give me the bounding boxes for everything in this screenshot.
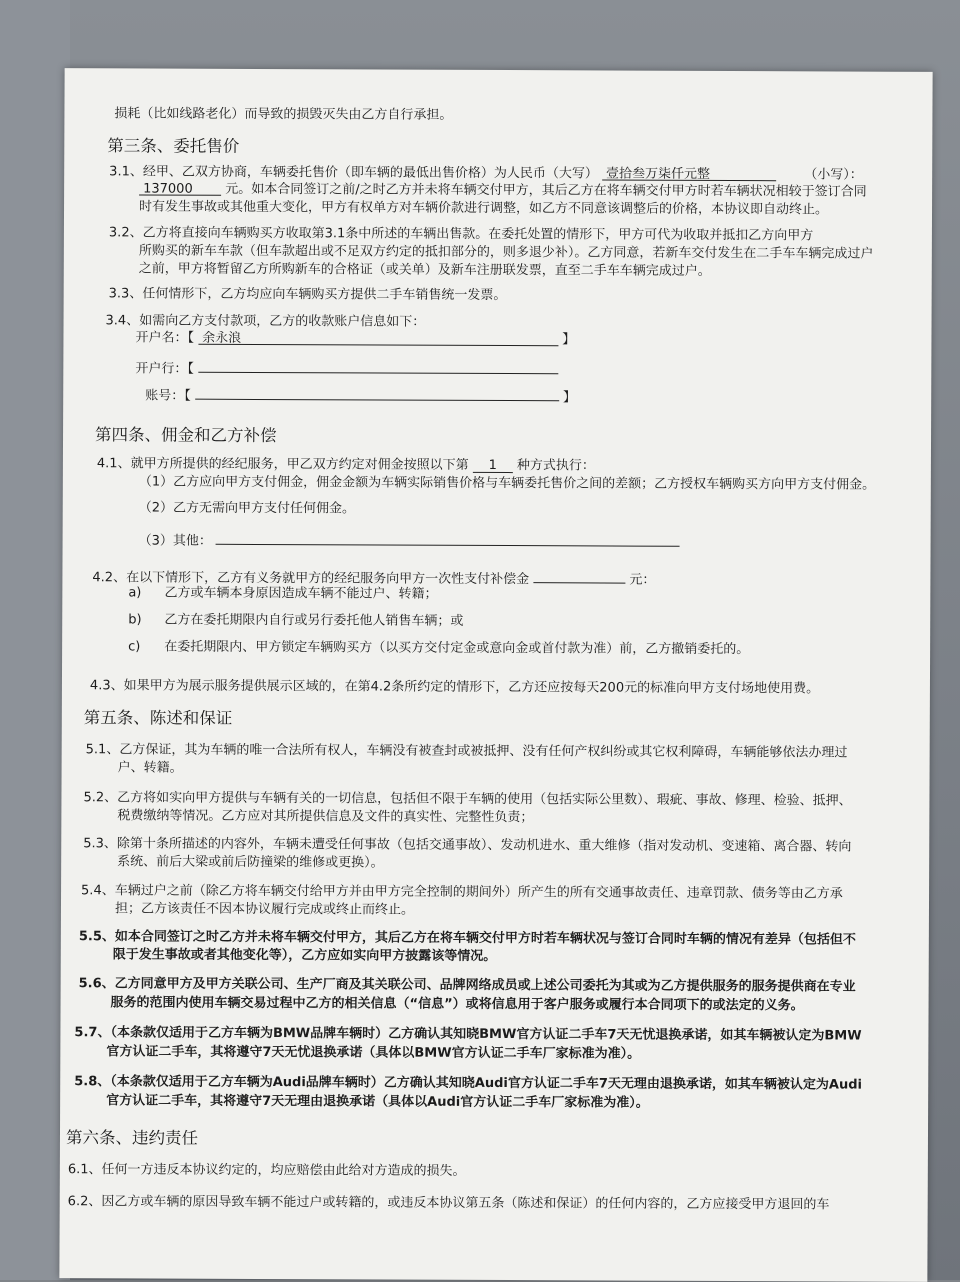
carryover-line: 损耗（比如线路老化）而导致的损毁灭失由乙方自行承担。 (114, 106, 453, 123)
clause-4-2-item-b (128, 612, 463, 629)
clause-5-3-line-2: 系统、前后大梁或前后防撞梁的维修或更换）。 (117, 854, 384, 871)
account-number-label: 账号：【 (145, 388, 191, 404)
price-in-words: 壹拾叁万柒仟元整 (602, 166, 776, 181)
clause-5-8-line-1: 5.8、（本条款仅适用于乙方车辆为Audi品牌车辆时）乙方确认其知晓Audi官方认证二手车7天无理由退换承诺，如其车辆被认定为Audi (74, 1074, 863, 1093)
clause-3-1-line-3: 时有发生事故或其他重大变化，甲方有权单方对车辆价款进行调整，如乙方不同意该调整后的价格，本协议即自动终止。 (139, 199, 829, 218)
compensation-amount-field (533, 568, 625, 583)
contract-page (59, 68, 932, 1282)
clause-5-1-line-2: 户、转籍。 (117, 760, 183, 776)
clause-4-2-unit: 元： (629, 572, 656, 588)
clause-4-1-text-a: 4.1、就甲方所提供的经纪服务，甲乙双方约定对佣金按照以下第 (96, 456, 469, 473)
clause-5-2-line-1: 5.2、乙方将如实向甲方提供与车辆有关的一切信息，包括但不限于车辆的使用（包括实际公里数）、瑕疵、事故、修理、检验、抵押、 (83, 790, 852, 809)
item-mark: a) (128, 585, 142, 601)
bracket-close-3: 】 (562, 390, 577, 406)
account-name-label: 开户名：【 (135, 330, 195, 346)
clause-5-8-line-2: 官方认证二手车，其将遵守7天无理由退换承诺（具体以Audi官方认证二手车厂家标准为准）。 (106, 1093, 649, 1111)
item-text: 乙方在委托期限内自行或另行委托他人销售车辆；或 (164, 612, 464, 629)
clause-5-3-line-1: 5.3、除第十条所描述的内容外，车辆未遭受任何事故（包括交通事故）、发动机进水、重大维修（指对发动机、变速箱、离合器、转向 (83, 836, 852, 855)
clause-5-5-line-1: 5.5、如本合同签订之时乙方并未将车辆交付甲方，其后乙方在将车辆交付甲方时若车辆状况与签订合同时车辆的情况有差异（包括但不 (78, 929, 856, 948)
section-3-heading: 第三条、委托售价 (107, 136, 240, 156)
clause-4-2-item-c (128, 639, 749, 658)
clause-5-5-line-2: 限于发生事故或者其他变化等），乙方应如实向甲方披露该等情况。 (112, 947, 497, 965)
clause-5-2-line-2: 税费缴纳等情况。乙方应对其所提供信息及文件的真实性、完整性负责； (117, 808, 534, 826)
clause-5-4-line-1: 5.4、车辆过户之前（除乙方将车辆交付给甲方并由甲方完全控制的期间外）所产生的所有交通事故责任、违章罚款、债务等由乙方承 (81, 883, 843, 902)
clause-6-2: 6.2、因乙方或车辆的原因导致车辆不能过户或转籍的，或违反本协议第五条（陈述和保证）的任何内容的，乙方应接受甲方退回的车 (67, 1194, 830, 1213)
section-6-heading: 第六条、违约责任 (65, 1128, 199, 1148)
clause-3-3: 3.3、任何情形下，乙方均应向车辆购买方提供二手车销售统一发票。 (108, 286, 507, 304)
clause-4-1-intro (97, 456, 595, 474)
item-mark: c) (128, 639, 141, 655)
commission-option-1: （1）乙方应向甲方支付佣金，佣金金额为车辆实际销售价格与车辆委托售价之间的差额；乙方授权车辆购买方向甲方支付佣金。 (138, 474, 876, 493)
item-mark: b) (128, 612, 142, 628)
clause-3-2-line-2: 所购买的新车车款（但车款超出或不足双方约定的抵扣部分的，则多退少补）。乙方同意，若新车交付发生在二手车车辆完成过户 (138, 243, 874, 262)
clause-5-7-line-2: 官方认证二手车，其将遵守7天无忧退换承诺（具体以BMW官方认证二手车厂家标准为准）。 (106, 1044, 641, 1062)
clause-4-2-text: 4.2、在以下情形下，乙方有义务就甲方的经纪服务向甲方一次性支付补偿金 (92, 570, 530, 588)
price-in-numbers: 137000 (139, 181, 221, 195)
clause-5-6-line-2: 服务的范围内使用车辆交易过程中乙方的相关信息（“信息”）或将信息用于客户服务或履行本合同项下的或法定的义务。 (110, 995, 804, 1014)
clause-3-1-text-c: 元。如本合同签订之前/之时乙方并未将车辆交付甲方，其后乙方在将车辆交付甲方时若车辆状况相较于签订合同 (225, 181, 867, 200)
item-text: 乙方或车辆本身原因造成车辆不能过户、转籍； (164, 585, 438, 602)
clause-3-2-line-1: 3.2、乙方将直接向车辆购买方收取第3.1条中所述的车辆出售款。在委托处置的情形下，甲方可代为收取并抵扣乙方向甲方 (108, 225, 814, 244)
clause-3-2-line-3: 之前，甲方将暂留乙方所购新车的合格证（或关单）及新车注册联发票，直至二手车车辆完成过户。 (138, 261, 711, 279)
clause-3-4-intro: 3.4、如需向乙方支付款项，乙方的收款账户信息如下： (105, 313, 426, 330)
clause-5-1-line-1: 5.1、乙方保证，其为车辆的唯一合法所有权人，车辆没有被查封或被抵押、没有任何产权纠纷或其它权利障碍，车辆能够依法办理过 (85, 742, 848, 761)
bank-field (198, 358, 558, 375)
clause-5-4-line-2: 担；乙方该责任不因本协议履行完成或终止而终止。 (114, 901, 415, 918)
bank-label: 开户行：【 (135, 361, 194, 377)
item-text: 在委托期限内、甲方锁定车辆购买方（以买方交付定金或意向金或首付款为准）前，乙方撤销委托的。 (164, 639, 750, 658)
commission-option-3-row (139, 529, 681, 551)
section-5-heading: 第五条、陈述和保证 (83, 708, 233, 728)
clause-4-3: 4.3、如果甲方为展示服务提供展示区域的，在第4.2条所约定的情形下，乙方还应按每天200元的标准向甲方支付场地使用费。 (89, 678, 820, 697)
account-number-field (195, 385, 559, 402)
clause-5-6-line-1: 5.6、乙方同意甲方及甲方关联公司、生产厂商及其关联公司、品牌网络成员或上述公司委托为其或为乙方提供服务的服务提供商在专业 (78, 976, 856, 995)
section-4-heading: 第四条、佣金和乙方补偿 (95, 425, 277, 446)
bracket-close-1: 】 (562, 332, 576, 348)
account-name-field: 余永浪 (198, 331, 558, 347)
account-number-row (145, 384, 576, 406)
clause-4-2-item-a (128, 585, 437, 602)
commission-option-2: （2）乙方无需向甲方支付任何佣金。 (138, 500, 356, 517)
commission-option-3: （3）其他： (138, 533, 212, 549)
clause-3-1-line-1 (109, 164, 863, 183)
clause-6-1: 6.1、任何一方违反本协议约定的，均应赔偿由此给对方造成的损失。 (67, 1162, 466, 1179)
clause-3-1-text-b: （小写）： (804, 167, 863, 183)
clause-4-1-text-b: 种方式执行： (516, 458, 595, 474)
clause-3-1-text-a: 3.1、经甲、乙双方协商，车辆委托售价（即车辆的最低出售价格）为人民币（大写） (109, 164, 598, 182)
clause-3-1-line-2 (139, 181, 867, 200)
commission-other-field (216, 530, 680, 547)
commission-option-number: 1 (473, 458, 513, 473)
bank-row (135, 357, 558, 379)
clause-5-7-line-1: 5.7、（本条款仅适用于乙方车辆为BMW品牌车辆时）乙方确认其知晓BMW官方认证二手车7天无忧退换承诺，如其车辆被认定为BMW (74, 1025, 862, 1044)
account-name-row (135, 330, 575, 348)
